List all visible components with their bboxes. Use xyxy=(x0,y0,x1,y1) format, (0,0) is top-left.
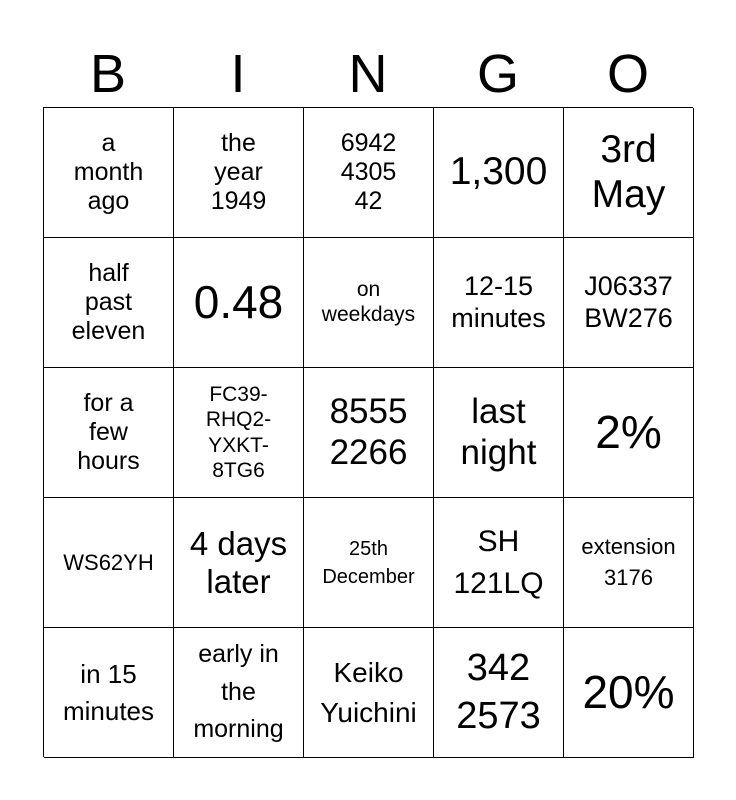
cell-text: WS62YH xyxy=(63,549,154,575)
header-letter-i: I xyxy=(230,44,246,104)
bingo-cell[interactable] xyxy=(434,368,564,498)
cell-text: 12-15 minutes xyxy=(451,271,546,333)
bingo-cell[interactable] xyxy=(174,108,304,238)
bingo-cell[interactable] xyxy=(174,368,304,498)
bingo-cell[interactable] xyxy=(44,368,174,498)
cell-text: a month ago xyxy=(73,129,144,215)
cell-text: 25th December xyxy=(322,537,415,588)
bingo-cell[interactable] xyxy=(564,238,694,368)
cell-text: FC39- RHQ2- YXKT- 8TG6 xyxy=(205,383,272,482)
cell-text: last night xyxy=(460,392,537,472)
bingo-grid xyxy=(43,107,693,757)
bingo-cell[interactable] xyxy=(434,628,564,758)
header-letter-g: G xyxy=(476,44,519,104)
bingo-cell[interactable] xyxy=(304,498,434,628)
header-letter-o: O xyxy=(606,44,649,104)
bingo-cell[interactable] xyxy=(44,628,174,758)
bingo-cell[interactable] xyxy=(564,108,694,238)
bingo-header xyxy=(43,40,693,108)
cell-text: 342 2573 xyxy=(456,647,541,737)
bingo-cell[interactable] xyxy=(304,628,434,758)
bingo-cell[interactable] xyxy=(304,368,434,498)
cell-text: 0.48 xyxy=(193,276,284,329)
bingo-cell[interactable] xyxy=(44,498,174,628)
cell-text: 6942 4305 42 xyxy=(340,129,397,215)
header-letter-n: N xyxy=(348,44,388,104)
cell-text: the year 1949 xyxy=(210,129,267,215)
cell-text: 8555 2266 xyxy=(329,392,408,472)
cell-text: 4 days later xyxy=(189,524,288,600)
header-letter-b: B xyxy=(89,44,127,104)
bingo-cell[interactable] xyxy=(564,368,694,498)
cell-text: half past eleven xyxy=(71,259,146,345)
bingo-cell[interactable] xyxy=(174,628,304,758)
cell-text: J06337 BW276 xyxy=(584,271,673,333)
cell-text: extension 3176 xyxy=(581,533,676,590)
cell-text: for a few hours xyxy=(77,389,140,475)
bingo-cell[interactable] xyxy=(174,498,304,628)
cell-text: SH 121LQ xyxy=(453,524,544,600)
bingo-cell[interactable] xyxy=(564,628,694,758)
cell-text: early in the morning xyxy=(193,640,284,744)
cell-text: 2% xyxy=(595,406,662,459)
cell-text: on weekdays xyxy=(321,278,416,326)
bingo-cell[interactable] xyxy=(304,108,434,238)
cell-text: 1,300 xyxy=(449,150,548,194)
bingo-cell[interactable] xyxy=(564,498,694,628)
bingo-cell[interactable] xyxy=(434,238,564,368)
bingo-cell[interactable] xyxy=(44,108,174,238)
bingo-cell[interactable] xyxy=(44,238,174,368)
cell-text: in 15 minutes xyxy=(62,659,155,726)
bingo-cell[interactable] xyxy=(434,108,564,238)
cell-text: 3rd May xyxy=(591,127,666,216)
bingo-cell[interactable] xyxy=(304,238,434,368)
cell-text: Keiko Yuichini xyxy=(320,657,417,728)
cell-text: 20% xyxy=(582,666,675,719)
bingo-cell[interactable] xyxy=(434,498,564,628)
bingo-cell[interactable] xyxy=(174,238,304,368)
